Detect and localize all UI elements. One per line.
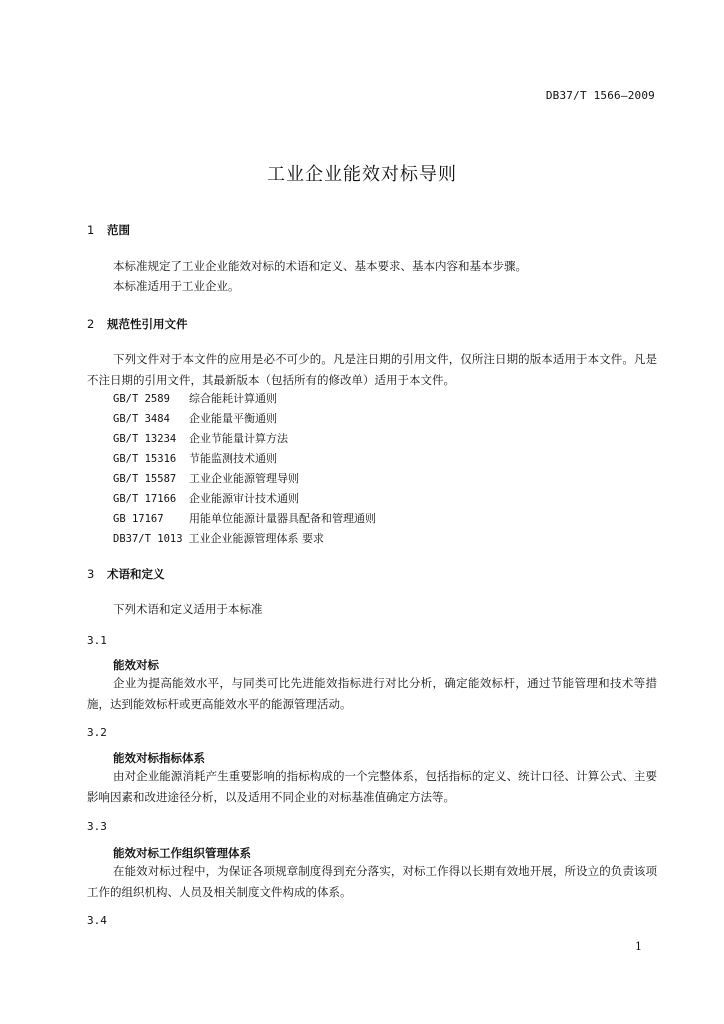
reference-title: 节能监测技术通则	[189, 452, 277, 465]
reference-item	[113, 530, 324, 546]
term-definition: 由对企业能源消耗产生重要影响的指标构成的一个完整体系，包括指标的定义、统计口径、计算公式、主要影响因素和改进途径分析，以及适用不同企业的对标基准值确定方法等。	[87, 769, 657, 804]
clause-number: 3.1	[87, 634, 107, 647]
reference-code: DB37/T 1013	[113, 533, 183, 545]
document-title: 工业企业能效对标导则	[267, 164, 457, 185]
section-2-intro: 下列文件对于本文件的应用是必不可少的。凡是注日期的引用文件，仅所注日期的版本适用于本文件。凡是不注日期的引用文件，其最新版本（包括所有的修改单）适用于本文件。	[87, 352, 657, 387]
section-1-heading	[87, 222, 130, 238]
standard-code: DB37/T 1566—2009	[545, 89, 655, 102]
reference-item	[113, 470, 299, 486]
clause-number: 3.3	[87, 820, 107, 833]
section-number: 1	[87, 223, 95, 237]
section-2-heading	[87, 316, 188, 332]
section-3-heading	[87, 566, 165, 582]
term-name: 能效对标工作组织管理体系	[113, 846, 251, 860]
reference-item	[113, 490, 299, 506]
reference-item	[113, 410, 277, 426]
reference-code: GB/T 3484	[113, 413, 170, 425]
reference-code: GB/T 13234	[113, 433, 177, 445]
term-definition: 企业为提高能效水平，与同类可比先进能效指标进行对比分析，确定能效标杆，通过节能管理和技术等措施，达到能效标杆或更高能效水平的能源管理活动。	[87, 676, 657, 711]
section-3-intro: 下列术语和定义适用于本标准	[113, 602, 263, 616]
term-name: 能效对标	[113, 658, 159, 672]
reference-item	[113, 510, 376, 526]
reference-title: 企业能量平衡通则	[189, 412, 277, 425]
section-1-paragraph-2: 本标准适用于工业企业。	[113, 279, 240, 293]
reference-title: 工业企业能源管理导则	[189, 472, 299, 485]
reference-code: GB/T 15316	[113, 453, 177, 465]
reference-item	[113, 390, 277, 406]
term-definition: 在能效对标过程中，为保证各项规章制度得到充分落实，对标工作得以长期有效地开展，所设立的负责该项工作的组织机构、人员及相关制度文件构成的体系。	[87, 864, 657, 899]
section-title: 范围	[107, 223, 130, 237]
reference-code: GB/T 15587	[113, 473, 177, 485]
clause-number: 3.2	[87, 726, 107, 739]
reference-title: 工业企业能源管理体系 要求	[188, 532, 325, 545]
reference-title: 企业能源审计技术通则	[189, 492, 299, 505]
reference-item	[113, 450, 277, 466]
reference-code: GB 17167	[113, 513, 164, 525]
section-title: 术语和定义	[107, 567, 165, 581]
section-number: 3	[87, 567, 95, 581]
reference-title: 综合能耗计算通则	[189, 392, 277, 405]
page-number: 1	[635, 940, 642, 953]
term-name: 能效对标指标体系	[113, 751, 205, 765]
reference-title: 企业节能量计算方法	[189, 432, 288, 445]
clause-number: 3.4	[87, 914, 107, 927]
section-1-paragraph-1: 本标准规定了工业企业能效对标的术语和定义、基本要求、基本内容和基本步骤。	[113, 259, 527, 273]
reference-code: GB/T 2589	[113, 393, 170, 405]
section-title: 规范性引用文件	[107, 317, 188, 331]
reference-code: GB/T 17166	[113, 493, 177, 505]
reference-item	[113, 430, 288, 446]
section-number: 2	[87, 317, 95, 331]
reference-title: 用能单位能源计量器具配备和管理通则	[189, 512, 376, 525]
